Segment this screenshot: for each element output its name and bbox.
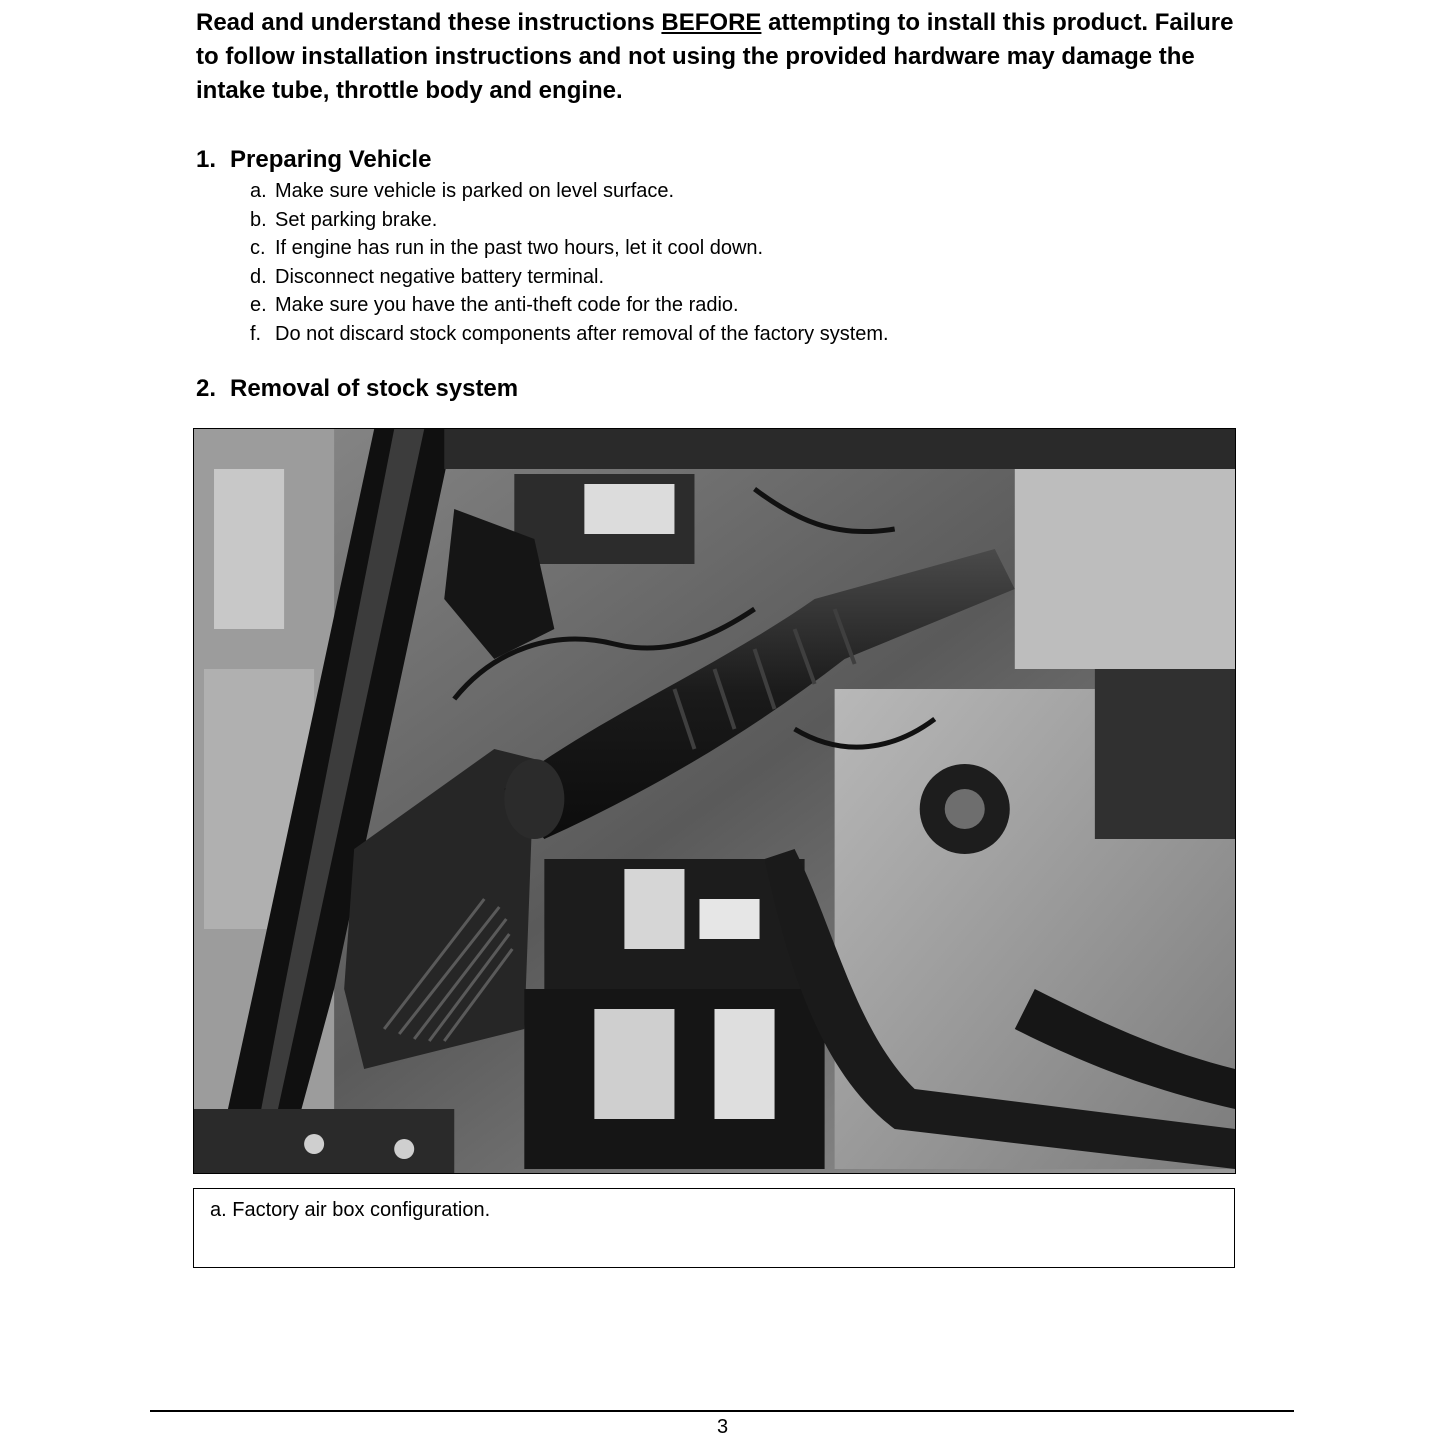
step-text: Set parking brake. [275,208,438,231]
section-title: Preparing Vehicle [230,146,432,173]
figure-caption: a. Factory air box configuration. [210,1199,491,1221]
section-title: Removal of stock system [230,375,519,402]
section-number: 1. [196,146,217,173]
step-text: Do not discard stock components after removal of the factory system. [275,322,889,345]
list-item [250,234,889,263]
step-text: If engine has run in the past two hours, let it cool down. [275,237,764,260]
engine-bay-illustration [194,429,1235,1173]
step-letter: d. [250,265,267,288]
warning-emphasis: BEFORE [661,9,762,36]
step-letter: b. [250,208,267,231]
section-number: 2. [196,375,217,402]
list-item [250,177,889,206]
step-text: Disconnect negative battery terminal. [275,265,605,288]
page-number: 3 [716,1416,729,1438]
list-item [250,263,889,292]
figure-caption-box [193,1188,1235,1268]
list-item [250,320,889,349]
list-item [250,291,889,320]
engine-bay-photo [193,428,1236,1174]
section-heading-preparing-vehicle [196,145,431,175]
step-letter: a. [250,180,267,202]
preparing-vehicle-steps [250,177,889,349]
warning-paragraph [196,6,1236,108]
step-letter: c. [250,237,266,260]
step-text: Make sure you have the anti-theft code for the radio. [275,294,739,317]
warning-text-start: Read and understand these instructions [196,9,662,36]
footer-divider [150,1410,1294,1412]
section-heading-removal-of-stock-system [196,374,518,404]
step-letter: e. [250,294,267,317]
step-text: Make sure vehicle is parked on level surface. [275,180,675,202]
list-item [250,206,889,235]
step-letter: f. [250,322,262,345]
warning-text-end: attempting to install this product. Failure to follow installation instructions and not using the provided hardware may damage the intake tube, throttle body and engine. [196,9,1234,104]
